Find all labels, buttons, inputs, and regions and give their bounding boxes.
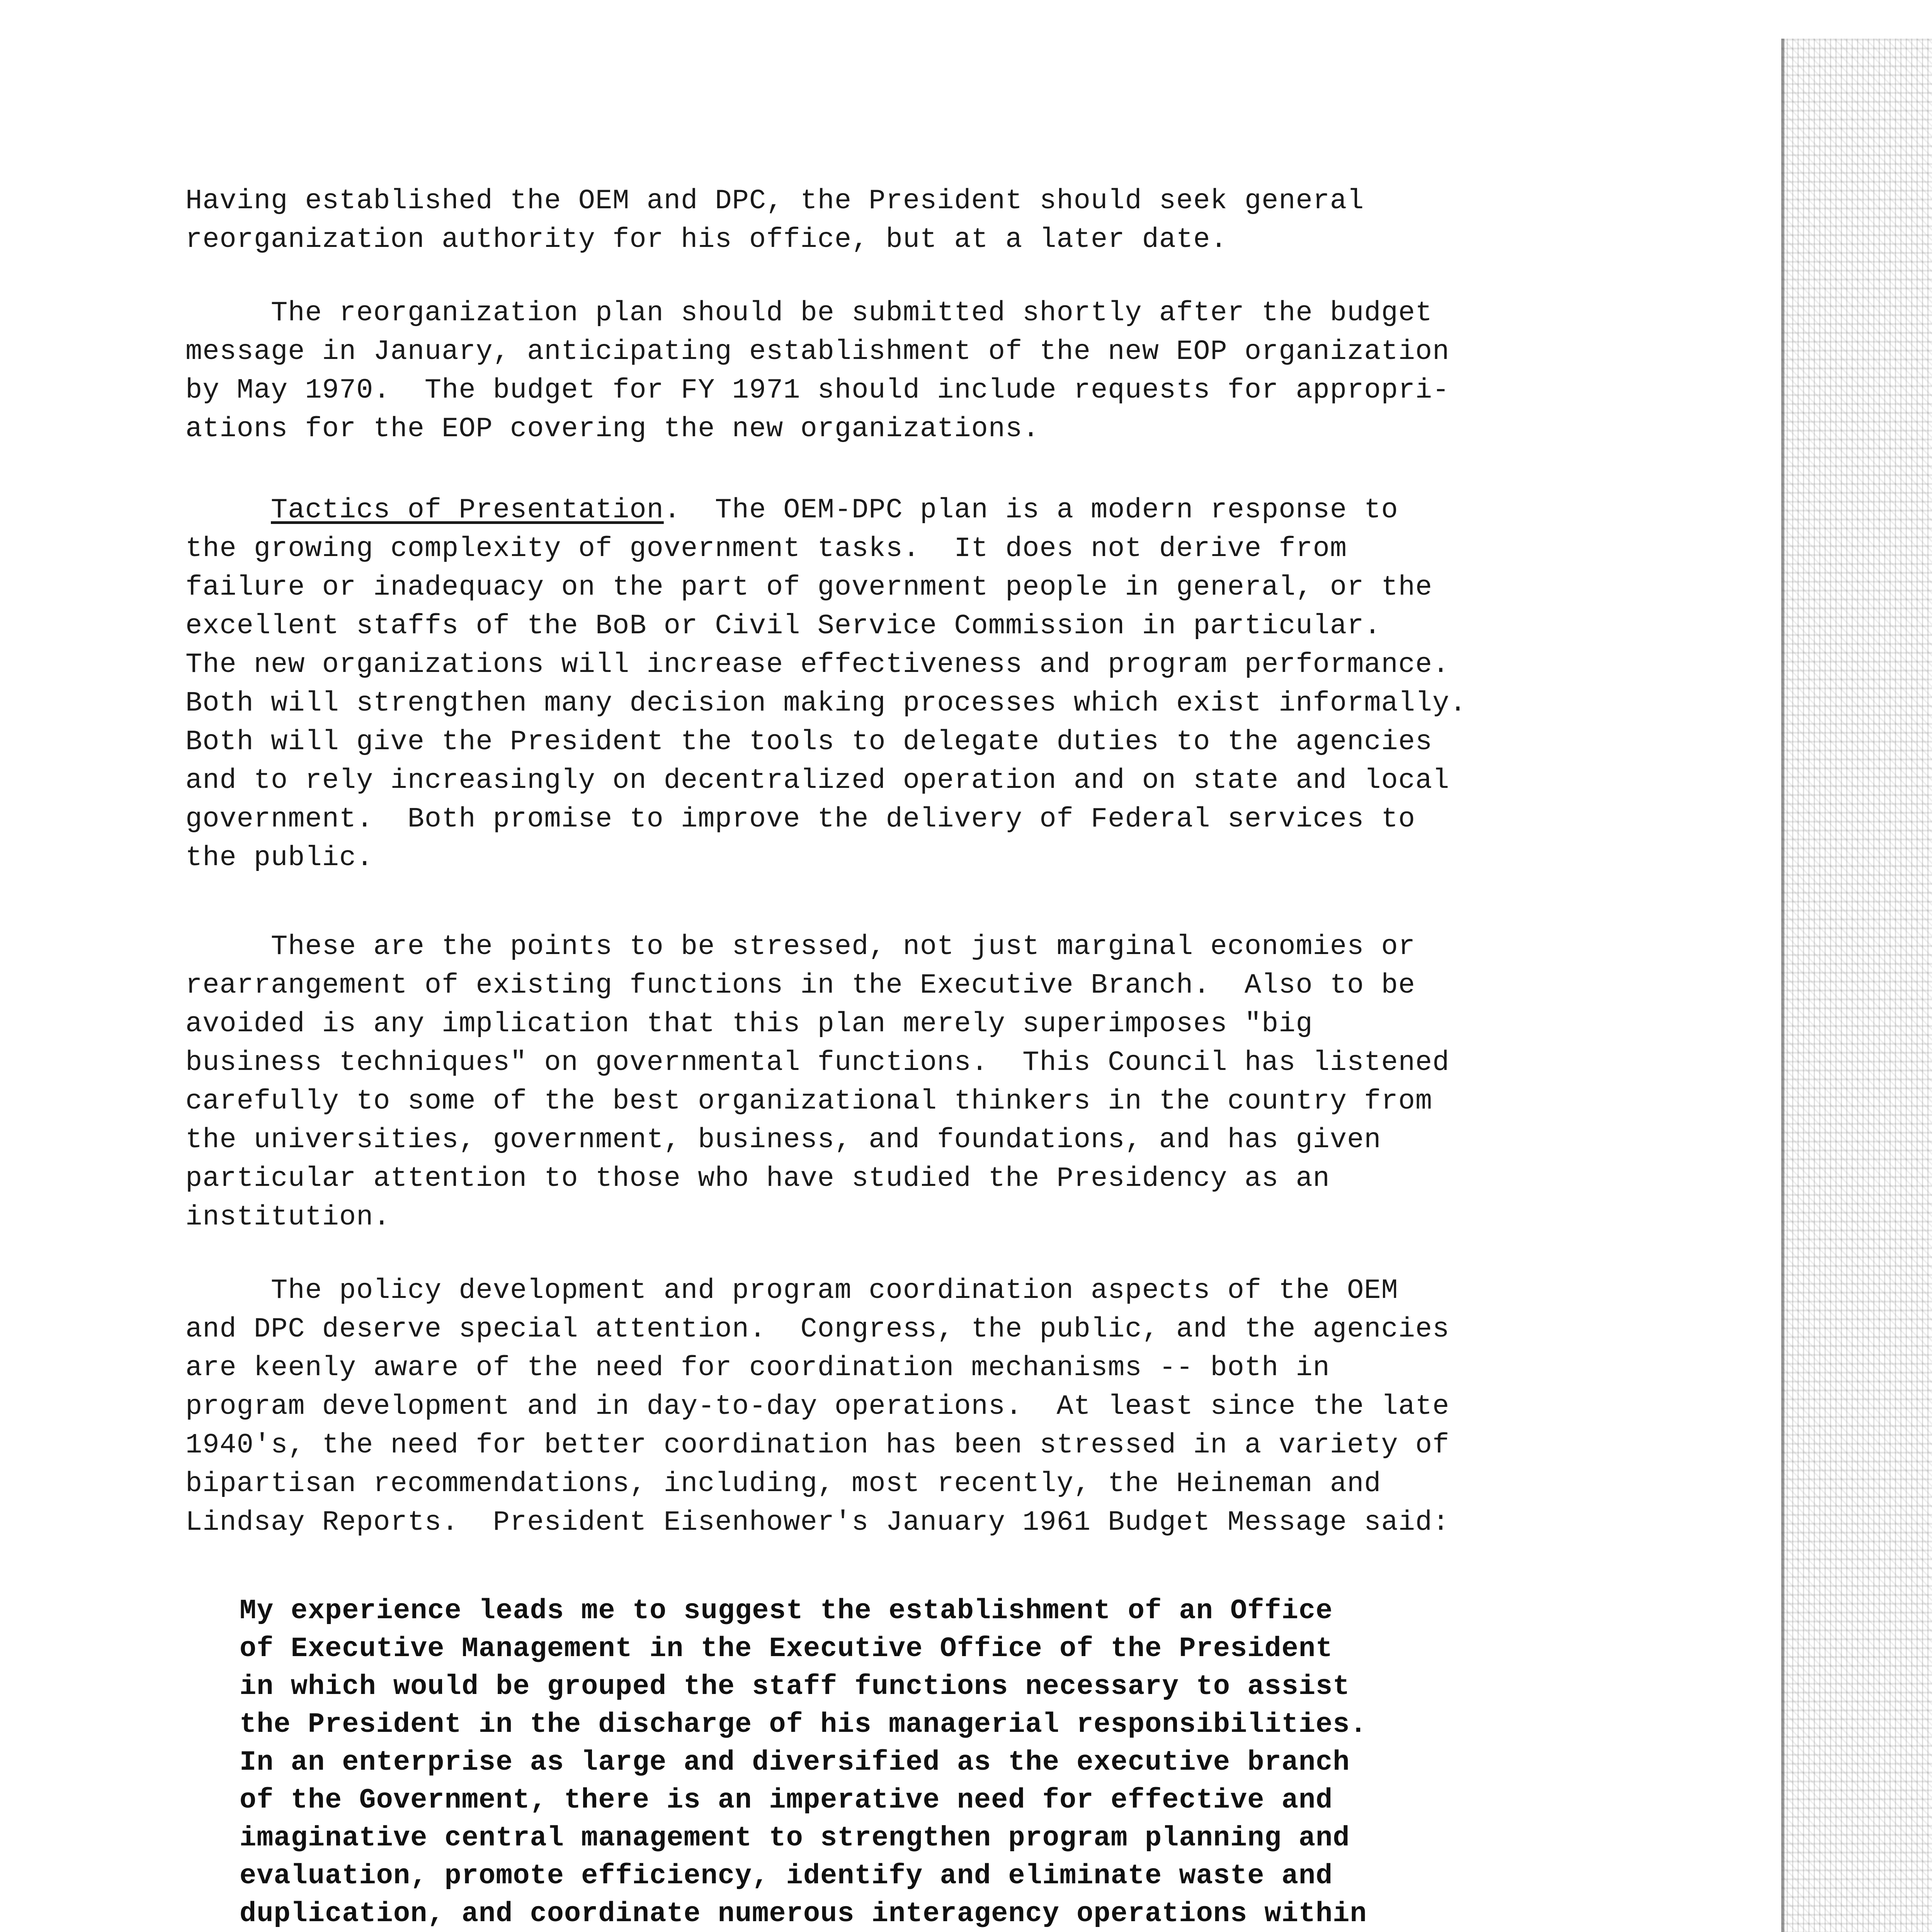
block-quote-eisenhower: My experience leads me to suggest the establishment of an Office of Executive Management in the Executive Office of the President in which would be grouped the staff functions necessary to assist the President in the discharge of his managerial responsibilities. In an enterprise as large and diversified as the executive branch of the Government, there is an imperative need for effective and imaginative central management to strengthen program planning and evaluation, promote efficiency, identify and eliminate waste and duplication, and coordinate numerous interagency operations within	[240, 1595, 1367, 1930]
paragraph-1: Having established the OEM and DPC, the President should seek general reorganization authority for his office, but at a later date.	[185, 185, 1364, 255]
paragraph-3	[185, 491, 1615, 877]
paragraph-5: The policy development and program coordination aspects of the OEM and DPC deserve special attention. Congress, the public, and the agencies are keenly aware of the need for coordination mechanisms -- both in program development and in day-to-day operations. At least since the late 1940's, the need for better coordination has been stressed in a variety of bipartisan recommendations, including, most recently, the Heineman and Lindsay Reports. President Eisenhower's January 1961 Budget Message said:	[185, 1275, 1450, 1538]
paragraph-3-body: . The OEM-DPC plan is a modern response to the growing complexity of government tasks. It does not derive from failure or inadequacy on the part of government people in general, or the excellent staffs of the BoB or Civil Service Commission in particular. The new organizations will increase effectiveness and program performance. Both will strengthen many decision making processes which exist informally. Both will give the President the tools to delegate duties to the agencies and to rely increasingly on decentralized operation and on state and local government. Both promise to improve the delivery of Federal services to the public.	[185, 494, 1467, 874]
paragraph-2: The reorganization plan should be submitted shortly after the budget message in January, anticipating establishment of the new EOP organization by May 1970. The budget for FY 1971 should include requests for appropri- ations for the EOP covering the new organizations.	[185, 297, 1450, 445]
section-heading-tactics: Tactics of Presentation	[271, 494, 664, 526]
scan-noise-right-edge	[1781, 39, 1932, 1932]
paragraph-4: These are the points to be stressed, not just marginal economies or rearrangement of existing functions in the Executive Branch. Also to be avoided is any implication that this plan merely superimposes "big business techniques" on governmental functions. This Council has listened carefully to some of the best organizational thinkers in the country from the universities, government, business, and foundations, and has given particular attention to those who have studied the Presidency as an institution.	[185, 931, 1450, 1233]
